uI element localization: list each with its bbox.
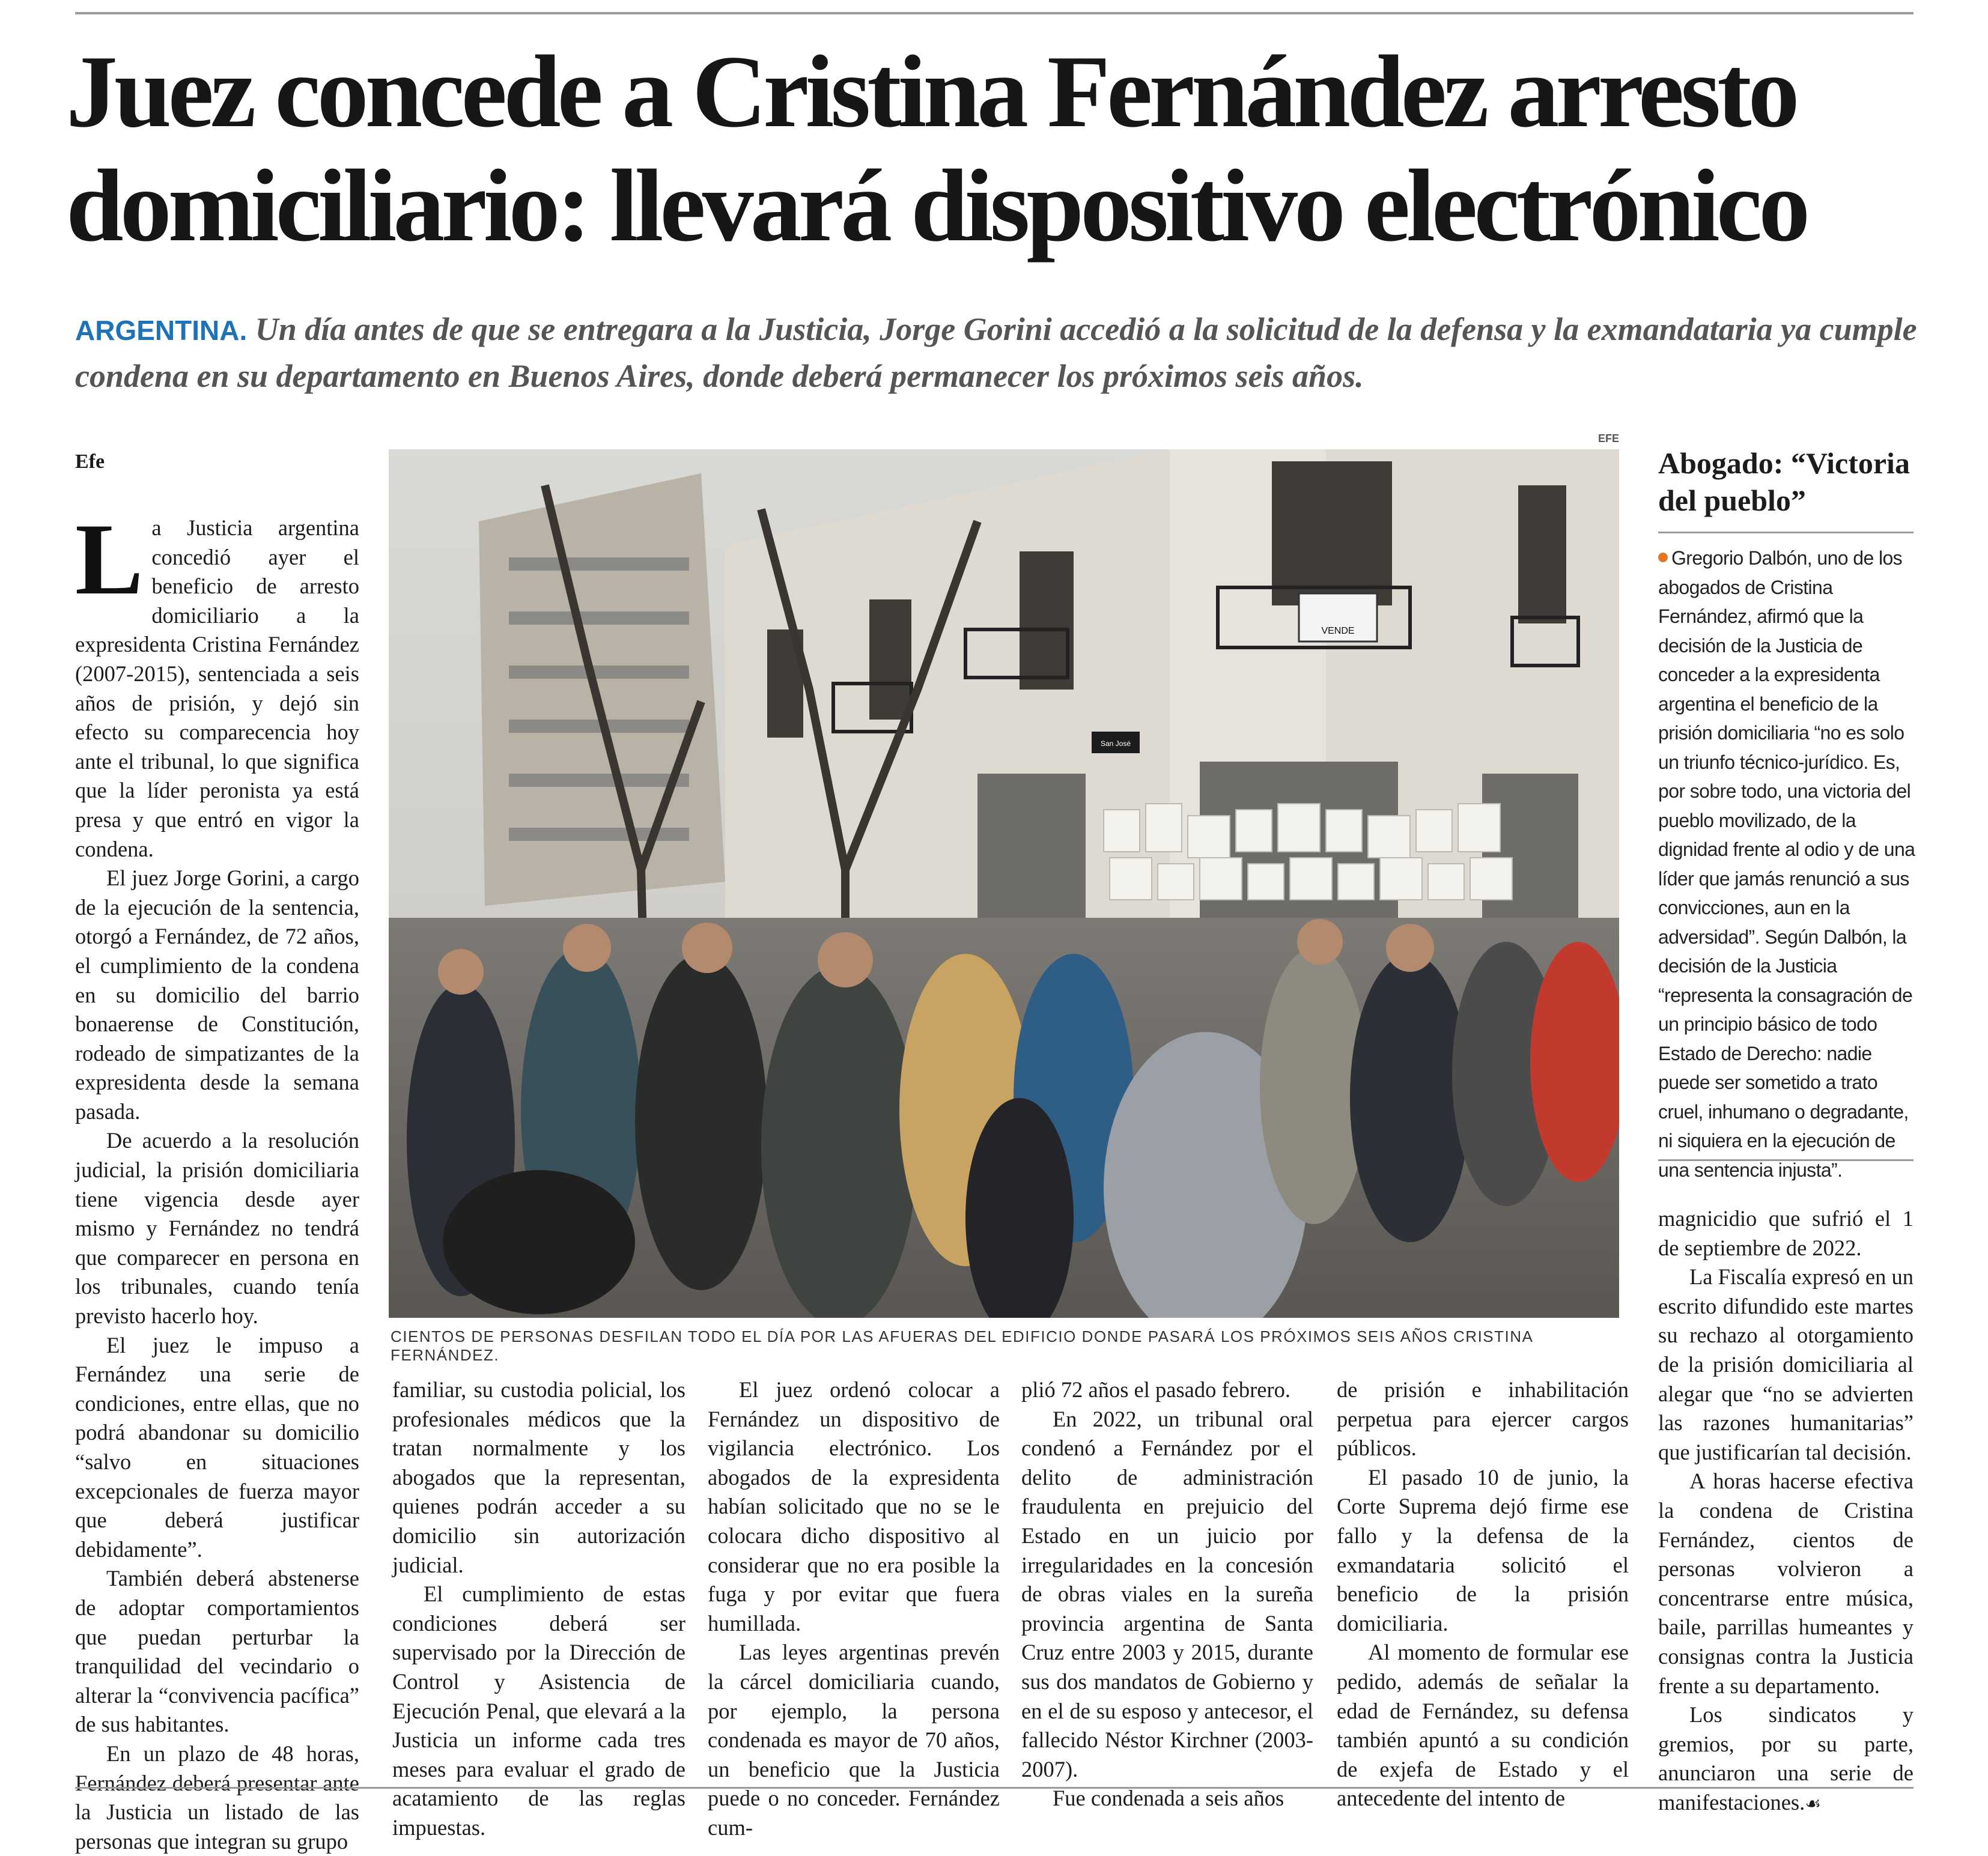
sidebar-top-rule: [1658, 532, 1914, 533]
sidebar-title: Abogado: “Victoria del pueblo”: [1658, 446, 1910, 517]
sale-sign-text: VENDE: [1321, 626, 1355, 636]
paragraph: El pasado 10 de junio, la Corte Suprema dejó firme ese fallo y la defensa de la exmandataria solicitó el beneficio de la prisión domiciliaria.: [1337, 1464, 1629, 1636]
paragraph: El juez Jorge Gorini, a cargo de la ejecución de la sentencia, otorgó a Fernández, de 72 años, el cumplimiento de la condena en su domicilio del barrio bonaerense de Constitución, rodeado de simpatizantes de la expresidenta desde la semana pasada.: [75, 866, 359, 1124]
photo-caption: CIENTOS DE PERSONAS DESFILAN TODO EL DÍA POR LAS AFUERAS DEL EDIFICIO DONDE PASARÁ LOS PRÓXIMOS SEIS AÑOS CRISTINA FERNÁNDEZ.: [391, 1327, 1533, 1364]
paragraph: El cumplimiento de estas condiciones deberá ser supervisado por la Dirección de Control y Asistencia de Ejecución Penal, que elevará a la Justicia un informe cada tres meses para evaluar el grado de acatamiento de las reglas impuestas.: [392, 1582, 685, 1840]
drop-cap: L: [75, 503, 144, 616]
article-column-4: [1021, 1375, 1313, 1813]
paragraph: Al momento de formular ese pedido, además de señalar la edad de Fernández, su defensa también apuntó a su condición de exjefa de Estado y el antecedente del intento de: [1337, 1640, 1629, 1811]
article-column-1: [75, 503, 359, 1856]
article-column-6: [1658, 1204, 1914, 1819]
paragraph: El juez le impuso a Fernández una serie de condiciones, entre ellas, que no podrá abandonar su domicilio “salvo en situaciones excepcionales de fuerza mayor que deberá justificar debidamente”.: [75, 1332, 359, 1562]
top-rule: [75, 12, 1914, 14]
news-photo: [389, 449, 1619, 1318]
paragraph: De acuerdo a la resolución judicial, la prisión domiciliaria tiene vigencia desde ayer mismo y Fernández no tendrá que comparecer en persona en los tribunales, cuando tenía previsto hacerlo hoy.: [75, 1128, 359, 1329]
paragraph: El juez ordenó colocar a Fernández un dispositivo de vigilancia electrónico. Los abogados de la expresidenta habían solicitado que no se le colocara dicho dispositivo al considerar que no era posible la fuga y por evitar que fuera humillada.: [708, 1377, 1000, 1636]
paragraph: A horas hacerse efectiva la condena de Cristina Fernández, cientos de personas volvieron a concentrarse entre música, baile, parrillas humeantes y consignas contra la Justicia frente a su departamento.: [1658, 1469, 1914, 1698]
paragraph-lead: La Justicia argentina concedió ayer el beneficio de arresto domiciliario a la expresidenta Cristina Fernández (2007-2015), sentenciada a seis años de prisión, y dejó sin efecto su comparecencia hoy ante el tribunal, lo que significa que la líder peronista ya está presa y que entró en vigor la condena.: [75, 503, 359, 861]
sidebar-bottom-rule: [1658, 1159, 1914, 1161]
standfirst-text: Un día antes de que se entregara a la Justicia, Jorge Gorini accedió a la solicitud de la defensa y la exmandataria ya cumple condena en su departamento en Buenos Aires, donde deberá permanecer los próximos seis años.: [75, 311, 1917, 394]
street-sign-text: San José: [1100, 739, 1131, 748]
bottom-rule: [75, 1787, 1914, 1789]
bullet-dot-icon: [1658, 553, 1668, 562]
article-column-5: [1337, 1375, 1629, 1813]
paragraph: Las leyes argentinas prevén la cárcel domiciliaria cuando, por ejemplo, la persona condenada es mayor de 70 años, un beneficio que la Justicia puede o no conceder. Fernández cum-: [708, 1640, 1000, 1840]
paragraph: En un plazo de 48 horas, Fernández deberá presentar ante la Justicia un listado de las personas que integran su grupo: [75, 1741, 359, 1854]
standfirst: [75, 306, 1926, 399]
article-column-2: [392, 1375, 685, 1843]
paragraph: plió 72 años el pasado febrero.: [1021, 1377, 1290, 1402]
paragraph: En 2022, un tribunal oral condenó a Fernández por el delito de administración fraudulenta en prejuicio del Estado en un juicio por irregularidades en la concesión de obras viales en la sureña provincia argentina de Santa Cruz entre 2003 y 2015, durante sus dos mandatos de Gobierno y en el de su esposo y antecesor, el fallecido Néstor Kirchner (2003-2007).: [1021, 1406, 1313, 1782]
paragraph: familiar, su custodia policial, los profesionales médicos que la tratan normalmente y los abogados que la representan, quienes podrán acceder a su domicilio sin autorización judicial.: [392, 1377, 685, 1577]
byline: Efe: [75, 450, 105, 473]
article-column-3: [708, 1375, 1000, 1843]
kicker-section: ARGENTINA.: [75, 315, 248, 346]
paragraph: magnicidio que sufrió el 1 de septiembre de 2022.: [1658, 1206, 1914, 1260]
paragraph: Fue condenada a seis años: [1053, 1786, 1284, 1811]
paragraph: Los sindicatos y gremios, por su parte, anunciaron una serie de manifestaciones.☙: [1658, 1702, 1914, 1815]
paragraph: de prisión e inhabilitación perpetua para ejercer cargos públicos.: [1337, 1377, 1629, 1461]
photo-credit: EFE: [1598, 432, 1620, 444]
end-mark-icon: ☙: [1805, 1793, 1822, 1815]
paragraph: También deberá abstenerse de adoptar comportamientos que puedan perturbar la tranquilidad del vecindario o alterar la “convivencia pacífica” de sus habitantes.: [75, 1566, 359, 1737]
sidebar-body: Gregorio Dalbón, uno de los abogados de Cristina Fernández, afirmó que la decisión de la Justicia de conceder a la expresidenta argentina el beneficio de la prisión domiciliaria “no es solo un triunfo técnico-jurídico. Es, por sobre todo, una victoria del pueblo movilizado, de la dignidad frente al odio y de una líder que jamás renunció a sus convicciones, aun en la adversidad”. Según Dalbón, la decisión de la Justicia “representa la consagración de un principio básico de todo Estado de Derecho: nadie puede ser sometido a trato cruel, inhumano o degradante, ni siquiera en la ejecución de una sentencia injusta”.: [1658, 547, 1915, 1181]
headline: Juez concede a Cristina Fernández arresto domiciliario: llevará dispositivo electrónico: [66, 35, 1807, 263]
paragraph: La Fiscalía expresó en un escrito difundido este martes su rechazo al otorgamiento de la prisión domiciliaria al alegar que “no se advierten las razones humanitarias” que justificarían tal decisión.: [1658, 1264, 1914, 1464]
photo-illustration: [389, 449, 1619, 1318]
